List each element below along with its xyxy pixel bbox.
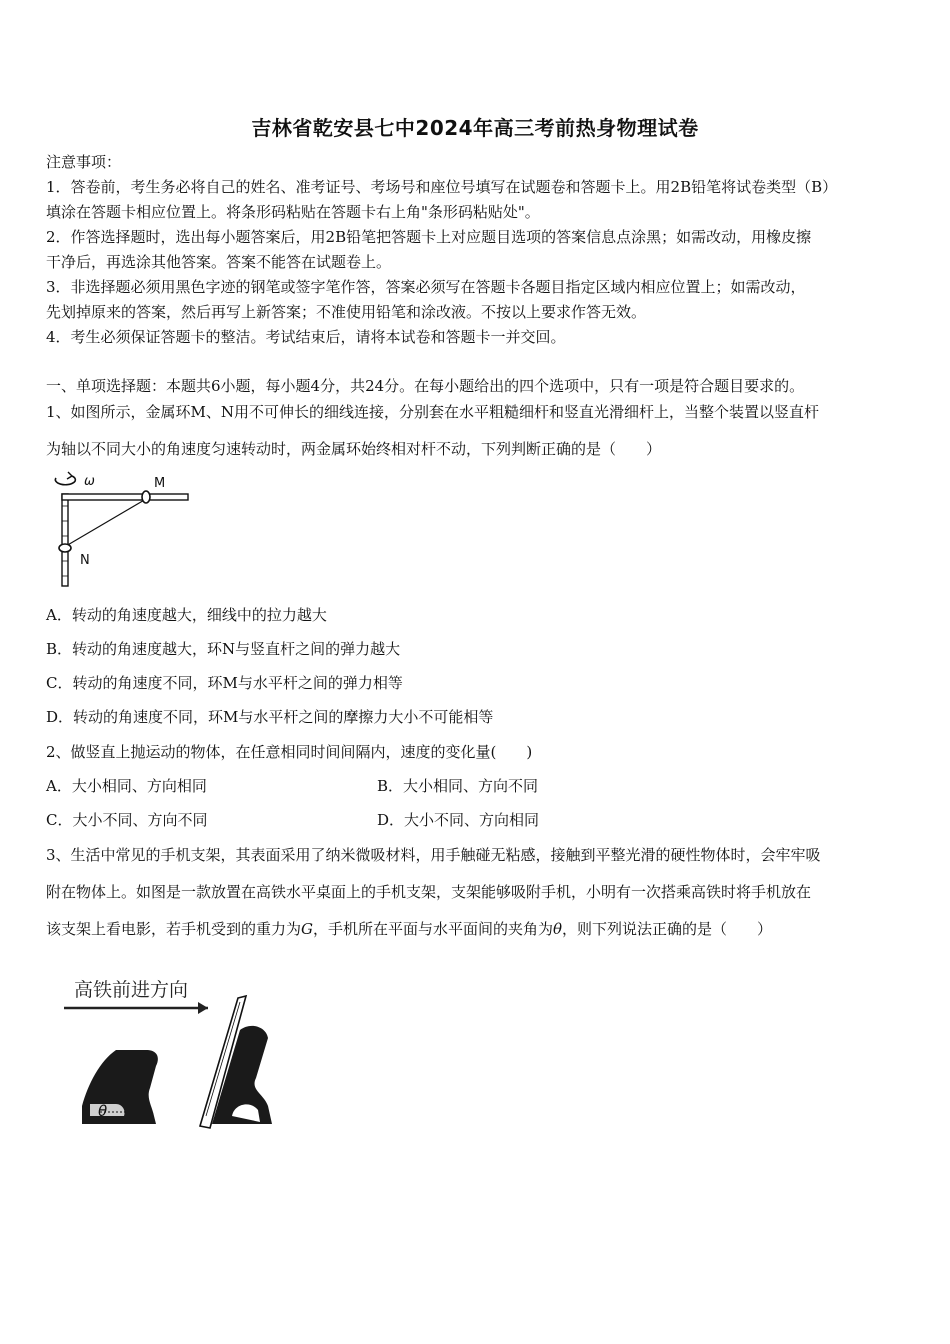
q1-stem-line-1: 1、如图所示，金属环M、N用不可伸长的细线连接，分别套在水平粗糙细杆和竖直光滑细杆上，当整个装置以竖直杆 xyxy=(46,403,820,421)
q1-option-d[interactable]: D．转动的角速度不同，环M与水平杆之间的摩擦力大小不可能相等 xyxy=(46,708,494,726)
vertical-rod xyxy=(62,494,68,586)
notice-heading: 注意事项： xyxy=(46,153,122,171)
q1-option-a[interactable]: A．转动的角速度越大，细线中的拉力越大 xyxy=(46,606,327,624)
ring-n xyxy=(59,544,71,552)
q3-stem-line-2: 附在物体上。如图是一款放置在高铁水平桌面上的手机支架，支架能够吸附手机，小明有一次搭乘高铁时将手机放在 xyxy=(46,883,812,901)
q2-option-c[interactable]: C．大小不同、方向不同 xyxy=(46,811,208,829)
q3-stem-text-a: 该支架上看电影，若手机受到的重力为 xyxy=(46,920,302,938)
var-g: G xyxy=(301,920,313,938)
train-direction-label: 高铁前进方向 xyxy=(74,979,189,1001)
q2-stem: 2、做竖直上抛运动的物体，在任意相同时间间隔内，速度的变化量( ) xyxy=(46,743,533,761)
q3-stem-text-c: ，则下列说法正确的是（ ） xyxy=(562,920,773,938)
section-heading: 一、单项选择题：本题共6小题，每小题4分，共24分。在每小题给出的四个选项中，只有一项是符合题目要求的。 xyxy=(46,377,805,395)
q3-stem-line-3 xyxy=(46,919,916,939)
var-theta: θ xyxy=(553,920,563,938)
q3-stem-line-1: 3、生活中常见的手机支架，其表面采用了纳米微吸材料，用手触碰无粘感，接触到平整光滑的硬性物体时，会牢牢吸 xyxy=(46,846,821,864)
q3-figure xyxy=(60,966,290,1136)
q2-option-a[interactable]: A．大小相同、方向相同 xyxy=(46,777,207,795)
n-label: N xyxy=(80,553,90,568)
notice-line: 干净后，再选涂其他答案。答案不能答在试题卷上。 xyxy=(46,253,392,271)
q1-stem-line-2: 为轴以不同大小的角速度匀速转动时，两金属环始终相对杆不动，下列判断正确的是（ ） xyxy=(46,440,662,458)
q1-option-c[interactable]: C．转动的角速度不同，环M与水平杆之间的弹力相等 xyxy=(46,674,403,692)
notice-line: 4．考生必须保证答题卡的整洁。考试结束后，请将本试卷和答题卡一并交回。 xyxy=(46,328,566,346)
rotation-arrow-icon xyxy=(55,476,75,485)
q1-figure xyxy=(46,466,206,591)
notice-line: 填涂在答题卡相应位置上。将条形码粘贴在答题卡右上角"条形码粘贴处"。 xyxy=(46,203,540,221)
q2-option-d[interactable]: D．大小不同、方向相同 xyxy=(377,811,540,829)
notice-line: 2．作答选择题时，选出每小题答案后，用2B铅笔把答题卡上对应题目选项的答案信息点涂黑；如需改动，用橡皮擦 xyxy=(46,228,812,246)
m-label: M xyxy=(154,476,166,491)
theta-label: θ xyxy=(98,1102,108,1120)
page-title: 吉林省乾安县七中2024年高三考前热身物理试卷 xyxy=(251,116,699,140)
q3-stem-text-b: ，手机所在平面与水平面间的夹角为 xyxy=(313,920,554,938)
omega-label: ω xyxy=(84,474,95,489)
q1-option-b[interactable]: B．转动的角速度越大，环N与竖直杆之间的弹力越大 xyxy=(46,640,401,658)
q2-option-b[interactable]: B．大小相同、方向不同 xyxy=(377,777,539,795)
notice-line: 1．答卷前，考生务必将自己的姓名、准考证号、考场号和座位号填写在试题卷和答题卡上。用2B铅笔将试卷类型（B） xyxy=(46,178,838,196)
notice-line: 3．非选择题必须用黑色字迹的钢笔或签字笔作答，答案必须写在答题卡各题目指定区域内相应位置上；如需改动， xyxy=(46,278,806,296)
notice-line: 先划掉原来的答案，然后再写上新答案；不准使用铅笔和涂改液。不按以上要求作答无效。 xyxy=(46,303,647,321)
ring-m xyxy=(142,491,150,503)
horizontal-rod xyxy=(62,494,188,500)
connecting-string xyxy=(66,499,146,546)
